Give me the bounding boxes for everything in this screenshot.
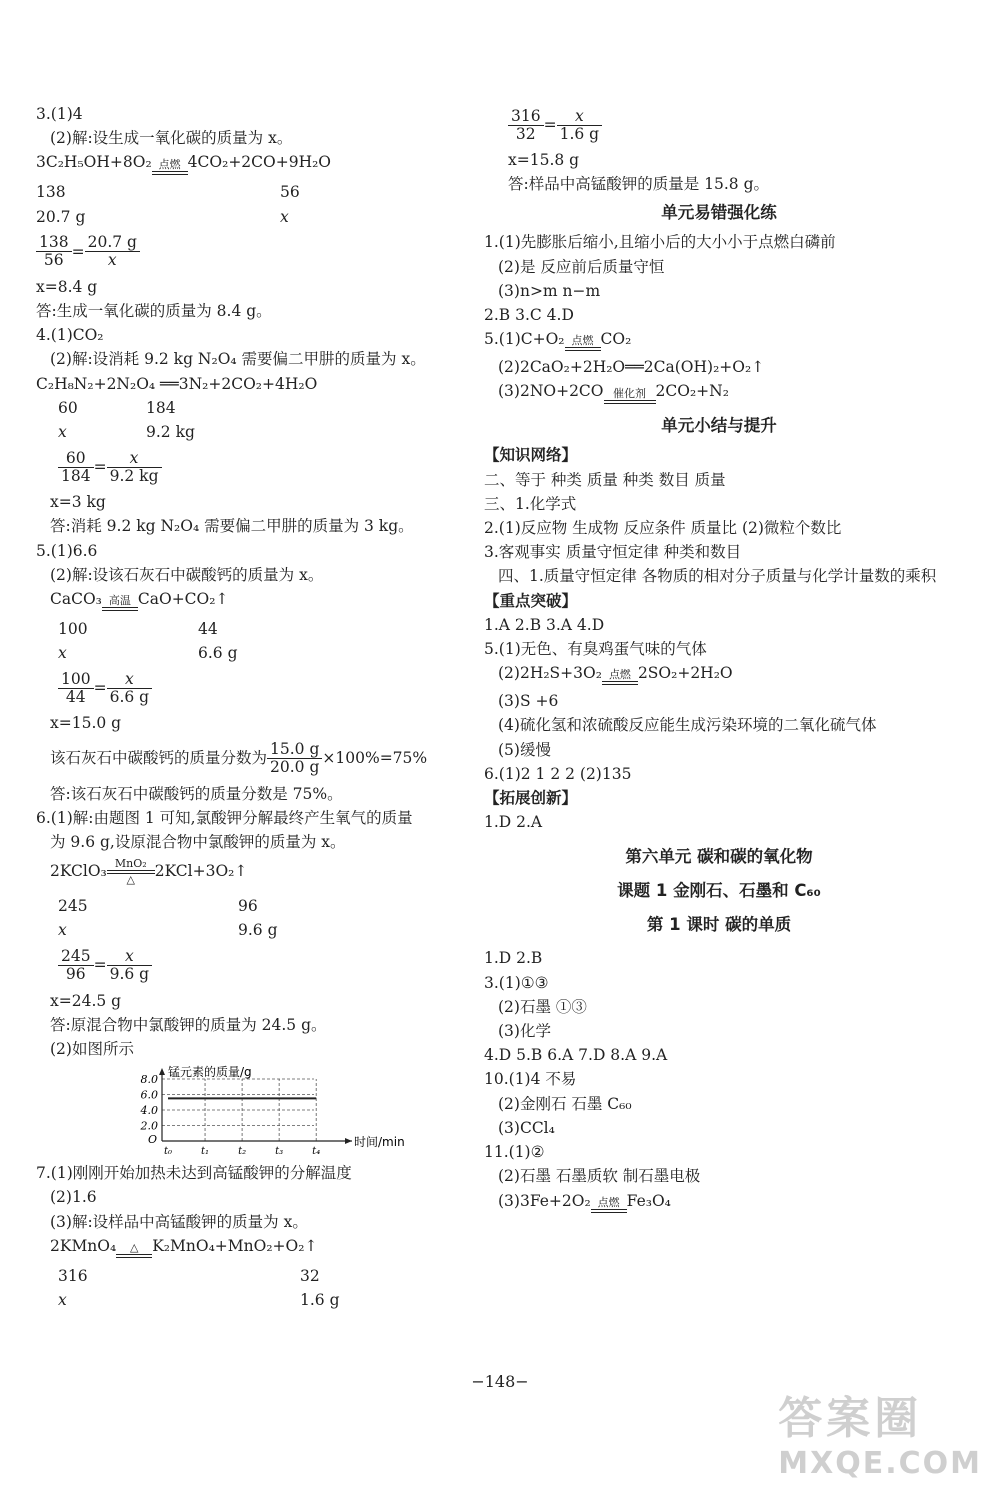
fraction: $\frac{138}{56}$ [36,234,72,269]
q6-line1: 6.(1)解:由题图 1 可知,氯酸钾分解最终产生氧气的质量 [36,808,413,827]
answer-line: (5)缓慢 [498,740,551,759]
x-tick-label: t₂ [238,1146,247,1158]
eq-arrow: △ [116,1242,152,1258]
q5-proportion: $\frac{100}{44}$ = $\frac{x}{6.6 g}$ [36,665,482,711]
q6-line2: 为 9.6 g,设原混合物中氯酸钾的质量为 x。 [50,832,346,851]
eq-arrow [152,159,188,175]
subsection-tag: 【拓展创新】 [484,789,578,808]
answer-line: (4)硫化氢和浓硫酸反应能生成污染环境的二氧化硫气体 [498,716,877,735]
q5-masses: 100 44 [58,619,218,638]
answer-line: 3.客观事实 质量守恒定律 种类和数目 [484,543,742,562]
answer-line: 三、1.化学式 [484,494,577,513]
y-tick-label: 6.0 [140,1088,158,1102]
q6-result: x=24.5 g [50,991,122,1010]
q7-values: x 1.6 g [58,1290,340,1309]
eq-lhs: 3C₂H₅OH+8O₂ [36,153,152,172]
lesson-title: 第 1 课时 碳的单质 [646,915,792,935]
x-tick-label: t₄ [312,1146,321,1158]
eq-arrow: 高温 [102,595,138,611]
q3-result: x=8.4 g [36,277,98,296]
q4-result: x=3 kg [50,493,106,512]
q5-line2: (2)解:设该石灰石中碳酸钙的质量为 x。 [50,565,324,584]
watermark-url: MXQE.COM [778,1446,982,1481]
page-number: −148− [471,1372,529,1391]
q7-result: x=15.8 g [508,151,580,169]
y-tick-label: 4.0 [140,1104,158,1118]
unit-title: 第六单元 碳和碳的氧化物 [625,847,813,867]
section-title: 单元易错强化练 [661,203,777,223]
q6-masses: 245 96 [58,897,258,916]
answer-line: (3)化学 [498,1022,551,1041]
answer-line: 10.(1)4 不易 [484,1070,577,1089]
q4-proportion: $\frac{60}{184}$ = $\frac{x}{9.2 kg}$ [36,444,482,490]
fraction: $\frac{245}{96}$ [58,948,94,983]
answer-line: (2)石墨 石墨质软 制石墨电极 [498,1167,701,1186]
x-tick-label: t₃ [275,1146,284,1158]
q5-line1: 5.(1)6.6 [36,541,98,560]
subsection-tag: 【重点突破】 [484,591,578,610]
y-tick-label: 8.0 [140,1073,158,1087]
answer-line: 5.(1)无色、有臭鸡蛋气味的气体 [484,640,707,659]
q7-line2: (2)1.6 [50,1188,97,1207]
mass-value: 138 [36,183,66,202]
given-value: 20.7 g [36,207,86,226]
q7-answer: 答:样品中高锰酸钾的质量是 15.8 g。 [508,175,770,194]
answer-line: 11.(1)② [484,1143,545,1162]
answer-line: 二、等于 种类 质量 种类 数目 质量 [484,470,726,489]
fraction: $\frac{60}{184}$ [58,450,94,485]
fraction: $\frac{x}{9.2 kg}$ [107,450,162,485]
q5-result: x=15.0 g [50,714,122,733]
answer-line: (3)3Fe+2O₂ 点燃 Fe₃O₄ [484,1189,954,1217]
q6-values: x 9.6 g [58,921,278,940]
q7-equation: 2KMnO₄ △ K₂MnO₄+MnO₂+O₂↑ [36,1234,482,1264]
answer-line: (3)2NO+2CO 催化剂 2CO₂+N₂ [484,379,954,409]
q3-equation [36,150,482,180]
answer-line: 2.(1)反应物 生成物 反应条件 质量比 (2)微粒个数比 [484,519,842,538]
answer-line: 1.A 2.B 3.A 4.D [484,615,605,634]
q6-part2: (2)如图所示 [50,1039,134,1058]
answer-line: (2)是 反应前后质量守恒 [498,257,665,276]
answer-line: (2)石墨 ①③ [498,997,587,1016]
q5-equation: CaCO₃ 高温 CaO+CO₂↑ [36,587,482,617]
origin-label: O [147,1133,157,1147]
answer-line: 1.D 2.B [484,949,543,968]
q3-masses [36,180,482,204]
q7-line1: 7.(1)刚刚开始加热未达到高锰酸钾的分解温度 [36,1164,352,1183]
y-axis-label: 锰元素的质量/g [168,1065,252,1080]
q4-line1: 4.(1)CO₂ [36,326,104,345]
x-tick-label: t₁ [201,1146,210,1158]
fraction: $\frac{20.7 g}{x}$ [85,234,140,269]
answer-line: 3.(1)①③ [484,973,549,992]
section-title: 单元小结与提升 [661,416,777,436]
answer-line: 1.(1)先膨胀后缩小,且缩小后的大小小于点燃白磷前 [484,233,836,252]
q5-values: x 6.6 g [58,644,238,663]
given-value: x [280,207,289,226]
answer-line: 4.D 5.B 6.A 7.D 8.A 9.A [484,1046,668,1065]
answer-line: (2)金刚石 石墨 C₆₀ [498,1094,632,1113]
answer-line: (2)2CaO₂+2H₂O══2Ca(OH)₂+O₂↑ [498,358,765,377]
fraction: $\frac{x}{9.6 g}$ [107,948,153,983]
q4-equation: C₂H₈N₂+2N₂O₄ ══3N₂+2CO₂+4H₂O [36,374,318,393]
q4-answer: 答:消耗 9.2 kg N₂O₄ 需要偏二甲肼的质量为 3 kg。 [50,517,414,536]
fraction: $\frac{15.0 g}{20.0 g}$ [267,741,322,776]
eq-condition: 点燃 [158,157,181,171]
x-tick-label: t₀ [163,1146,173,1158]
q6-answer: 答:原混合物中氯酸钾的质量为 24.5 g。 [50,1015,327,1034]
answer-line: (2)2H₂S+3O₂ 点燃 2SO₂+2H₂O [484,661,954,689]
right-column [484,102,954,1217]
q4-line2: (2)解:设消耗 9.2 kg N₂O₄ 需要偏二甲肼的质量为 x。 [50,350,426,369]
left-column [36,102,482,1312]
manganese-mass-chart [132,1065,432,1161]
y-tick-label: 2.0 [140,1119,158,1133]
q7-masses: 316 32 [58,1266,320,1285]
q3-answer: 答:生成一氧化碳的质量为 8.4 g。 [36,301,272,320]
eq-arrow: 点燃 [602,669,638,685]
eq-arrow: MnO₂ △ [107,858,155,886]
eq-arrow: 点燃 [565,335,601,351]
answer-line: 6.(1)2 1 2 2 (2)135 [484,764,632,783]
q7-line3: (3)解:设样品中高锰酸钾的质量为 x。 [50,1212,308,1231]
q3-line2: (2)解:设生成一氧化碳的质量为 x。 [50,129,293,148]
mass-value: 56 [280,183,300,202]
fraction: $\frac{316}{32}$ [508,108,544,143]
x-axis-label: 时间/min [354,1135,405,1150]
answer-line: 1.D 2.A [484,813,543,832]
subsection-tag: 【知识网络】 [484,446,578,465]
answer-line: (3)S +6 [498,692,559,711]
x-axis-arrow [345,1138,352,1144]
q3-proportion: $\frac{138}{56}$ = $\frac{20.7 g}{x}$ [36,229,482,275]
fraction: $\frac{x}{6.6 g}$ [107,671,153,706]
eq-arrow: 催化剂 [604,388,656,404]
q6-proportion: $\frac{245}{96}$ = $\frac{x}{9.6 g}$ [36,943,482,989]
q5-answer: 答:该石灰石中碳酸钙的质量分数是 75%。 [50,784,343,803]
q5-percentage: 该石灰石中碳酸钙的质量分数为 $\frac{15.0 g}{20.0 g}$ ×100%=75% [50,740,428,777]
topic-title: 课题 1 金刚石、石墨和 C₆₀ [617,881,821,901]
y-axis-arrow [159,1068,165,1075]
watermark-text: 答案圈 [778,1393,923,1444]
q4-masses: 60 184 [58,398,176,417]
answer-line: 2.B 3.C 4.D [484,306,574,325]
answer-line: 四、1.质量守恒定律 各物质的相对分子质量与化学计量数的乘积 [498,567,937,586]
answer-line: 5.(1)C+O₂ 点燃 CO₂ [484,327,954,355]
watermark-logo [778,1382,982,1481]
answer-line: (3)n>m n−m [498,281,601,300]
q7-proportion: $\frac{316}{32}$ = $\frac{x}{1.6 g}$ [484,102,954,148]
fraction: $\frac{x}{1.6 g}$ [557,108,603,143]
q6-equation: 2KClO₃ MnO₂ △ 2KCl+3O₂↑ [50,857,248,887]
eq-arrow: 点燃 [591,1197,627,1213]
q4-values: x 9.2 kg [58,422,195,441]
fraction: $\frac{100}{44}$ [58,671,94,706]
q3-line1: 3.(1)4 [36,105,83,123]
eq-rhs: 4CO₂+2CO+9H₂O [187,153,332,172]
q3-values [36,205,482,229]
answer-line: (3)CCl₄ [498,1118,555,1137]
